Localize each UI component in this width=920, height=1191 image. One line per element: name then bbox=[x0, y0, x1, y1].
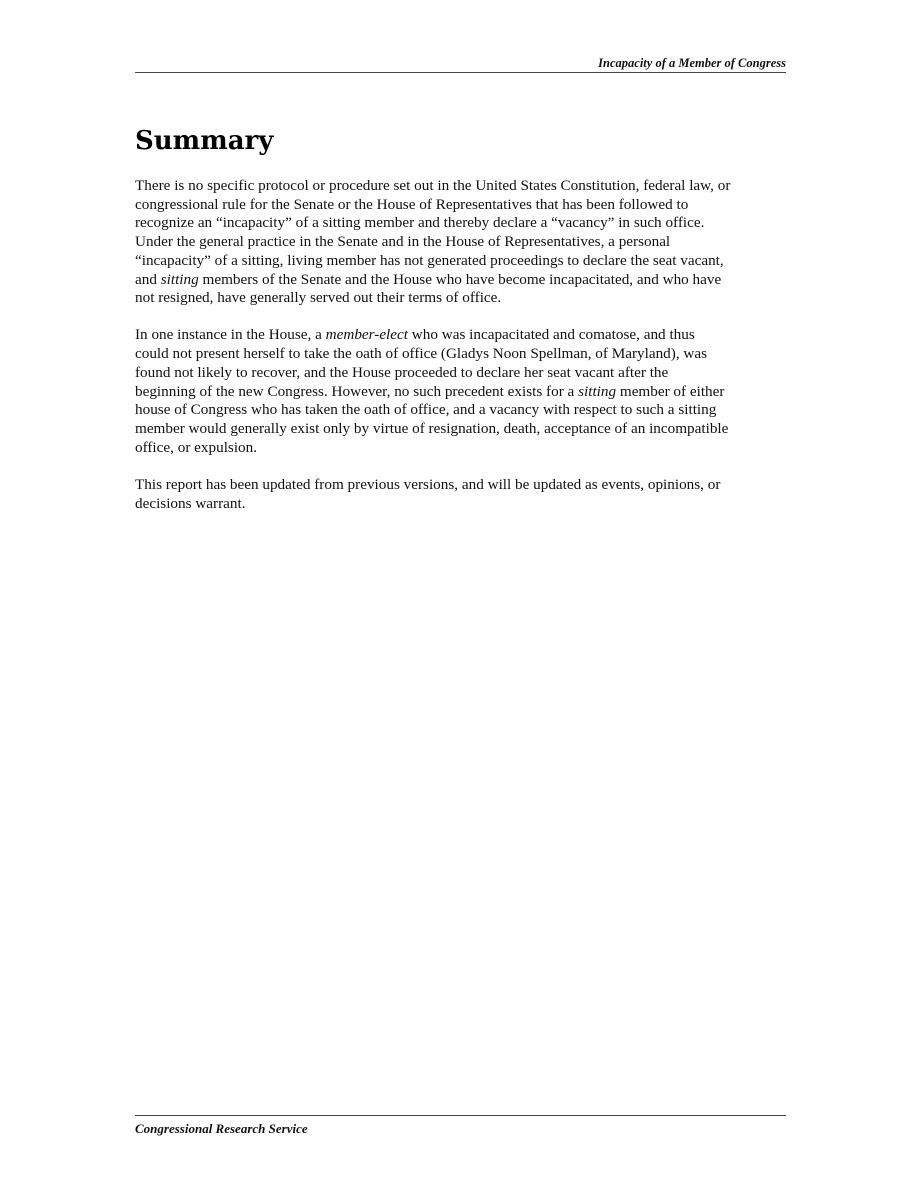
text-line: congressional rule for the Senate or the House of Representatives that has been followed to bbox=[135, 195, 689, 213]
emphasis: sitting bbox=[160, 270, 199, 288]
text-line: not resigned, have generally served out their terms of office. bbox=[135, 289, 502, 307]
page-footer bbox=[135, 1115, 786, 1136]
summary-paragraph-3 bbox=[135, 476, 786, 513]
text-line: This report has been updated from previous versions, and will be updated as events, opinions, or bbox=[135, 475, 721, 493]
text-line: decisions warrant. bbox=[135, 494, 246, 512]
text-line: Under the general practice in the Senate and in the House of Representatives, a personal bbox=[135, 233, 671, 251]
text-line: office, or expulsion. bbox=[135, 438, 258, 456]
text-line: beginning of the new Congress. However, no such precedent exists for a sitting member of either bbox=[135, 382, 725, 400]
text-line: found not likely to recover, and the House proceeded to declare her seat vacant after the bbox=[135, 363, 669, 381]
footer-publisher: Congressional Research Service bbox=[135, 1121, 308, 1136]
summary-paragraph-2 bbox=[135, 326, 786, 457]
text-line: There is no specific protocol or procedure set out in the United States Constitution, federal law, or bbox=[135, 177, 731, 194]
text-line: recognize an “incapacity” of a sitting member and thereby declare a “vacancy” in such office. bbox=[135, 214, 705, 232]
text-line: and sitting members of the Senate and the House who have become incapacitated, and who have bbox=[135, 270, 722, 288]
text-line: house of Congress who has taken the oath of office, and a vacancy with respect to such a sitting bbox=[135, 401, 717, 419]
text-line: member would generally exist only by virtue of resignation, death, acceptance of an incompatible bbox=[135, 419, 729, 437]
page-header bbox=[135, 56, 786, 73]
emphasis: sitting bbox=[578, 382, 617, 400]
section-heading: Summary bbox=[135, 126, 274, 156]
text-line: “incapacity” of a sitting, living member has not generated proceedings to declare the seat vacant, bbox=[135, 251, 724, 269]
text-line: could not present herself to take the oath of office (Gladys Noon Spellman, of Maryland), was bbox=[135, 345, 708, 363]
running-title: Incapacity of a Member of Congress bbox=[598, 56, 786, 70]
summary-paragraph-1 bbox=[135, 177, 786, 308]
text-line: In one instance in the House, a member-elect who was incapacitated and comatose, and thus bbox=[135, 326, 695, 344]
emphasis: member-elect bbox=[325, 326, 408, 344]
summary-body bbox=[135, 177, 786, 532]
